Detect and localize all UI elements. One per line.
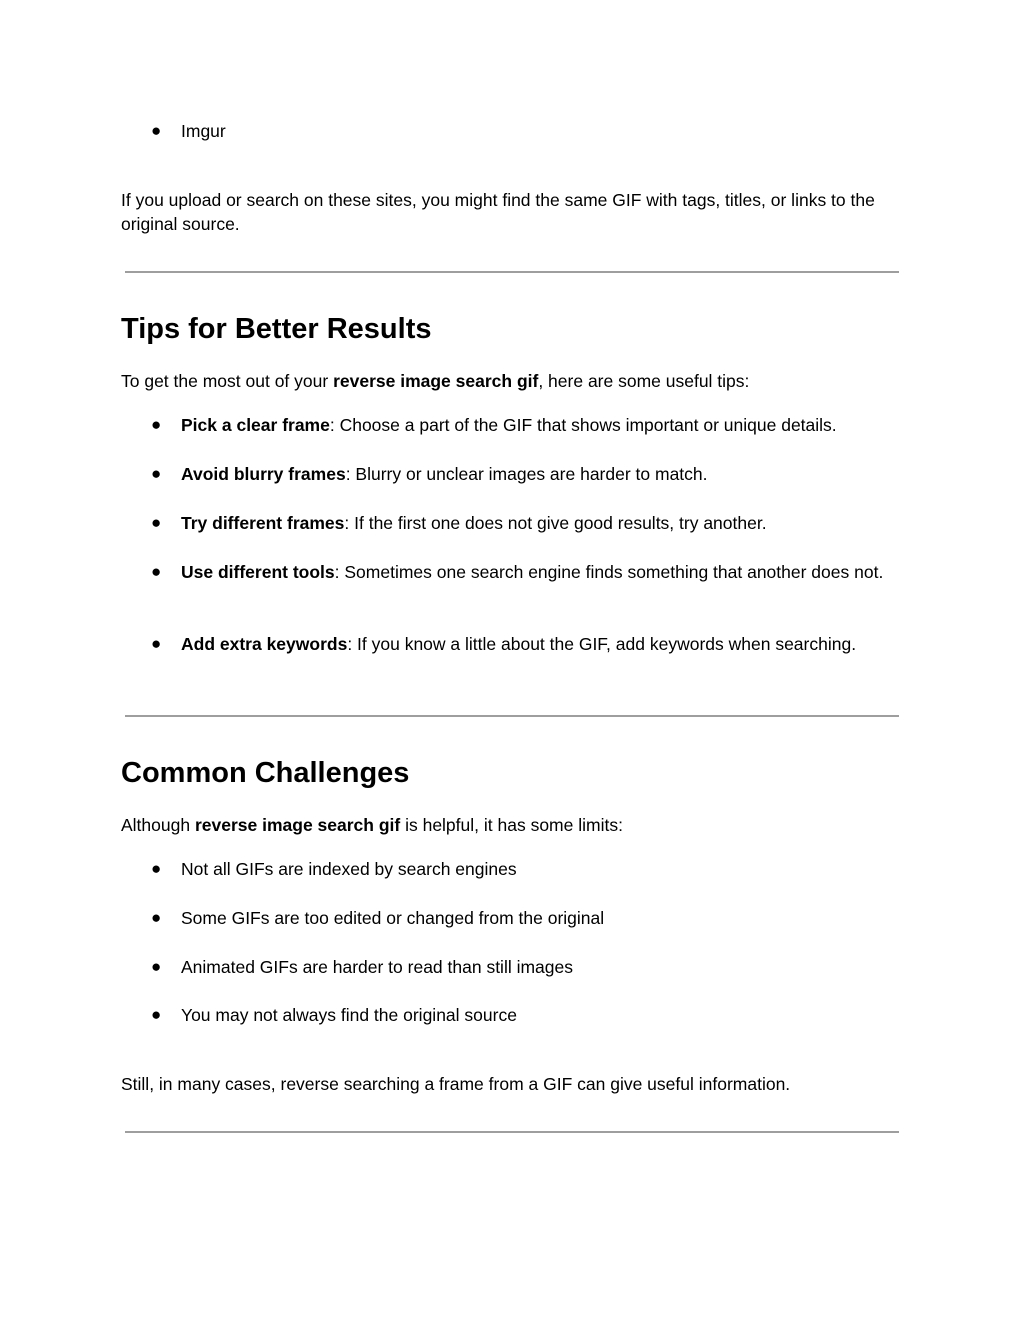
tip-title: Pick a clear frame xyxy=(181,415,330,435)
tip-text: : Blurry or unclear images are harder to match. xyxy=(345,464,708,484)
list-item xyxy=(181,413,901,437)
section-heading-challenges: Common Challenges xyxy=(121,757,410,789)
section-divider xyxy=(125,715,899,717)
challenges-intro-paragraph xyxy=(121,813,623,837)
closing-paragraph: Still, in many cases, reverse searching a frame from a GIF can give useful information. xyxy=(121,1074,791,1094)
tip-title: Try different frames xyxy=(181,513,345,533)
bullet-marker: ● xyxy=(151,634,162,653)
tip-text: : Sometimes one search engine finds something that another does not. xyxy=(334,562,884,582)
section-divider xyxy=(125,1131,899,1133)
tip-title: Add extra keywords xyxy=(181,634,348,654)
section-divider xyxy=(125,271,899,273)
tip-text: : Choose a part of the GIF that shows important or unique details. xyxy=(329,415,837,435)
list-item: Animated GIFs are harder to read than still images xyxy=(181,957,573,977)
bullet-marker: ● xyxy=(151,415,162,434)
bullet-marker: ● xyxy=(151,859,162,878)
tip-title: Use different tools xyxy=(181,562,335,582)
bullet-marker: ● xyxy=(151,1005,162,1024)
bullet-marker: ● xyxy=(151,957,162,976)
tip-text: : If the first one does not give good results, try another. xyxy=(344,513,767,533)
list-item xyxy=(181,560,901,584)
bullet-marker: ● xyxy=(151,464,162,483)
list-item: Some GIFs are too edited or changed from the original xyxy=(181,908,605,928)
intro-text: Although xyxy=(121,815,195,835)
list-item: Imgur xyxy=(181,121,226,141)
tip-text: : If you know a little about the GIF, add keywords when searching. xyxy=(347,634,857,654)
intro-text-end: is helpful, it has some limits: xyxy=(400,815,623,835)
tip-title: Avoid blurry frames xyxy=(181,464,346,484)
section-heading-tips: Tips for Better Results xyxy=(121,313,432,345)
intro-text-end: , here are some useful tips: xyxy=(538,371,750,391)
bullet-marker: ● xyxy=(151,121,162,140)
intro-text: To get the most out of your xyxy=(121,371,334,391)
list-item xyxy=(181,632,921,656)
list-item xyxy=(181,511,901,535)
list-item: Not all GIFs are indexed by search engines xyxy=(181,859,517,879)
bullet-marker: ● xyxy=(151,908,162,927)
intro-keyword: reverse image search gif xyxy=(333,371,539,391)
upload-paragraph: If you upload or search on these sites, you might find the same GIF with tags, titles, or links to the original source. xyxy=(121,190,875,234)
bullet-marker: ● xyxy=(151,562,162,581)
intro-keyword: reverse image search gif xyxy=(194,815,401,835)
tips-intro-paragraph xyxy=(121,369,749,393)
bullet-marker: ● xyxy=(151,513,162,532)
list-item xyxy=(181,462,901,486)
list-item: You may not always find the original source xyxy=(181,1005,517,1025)
